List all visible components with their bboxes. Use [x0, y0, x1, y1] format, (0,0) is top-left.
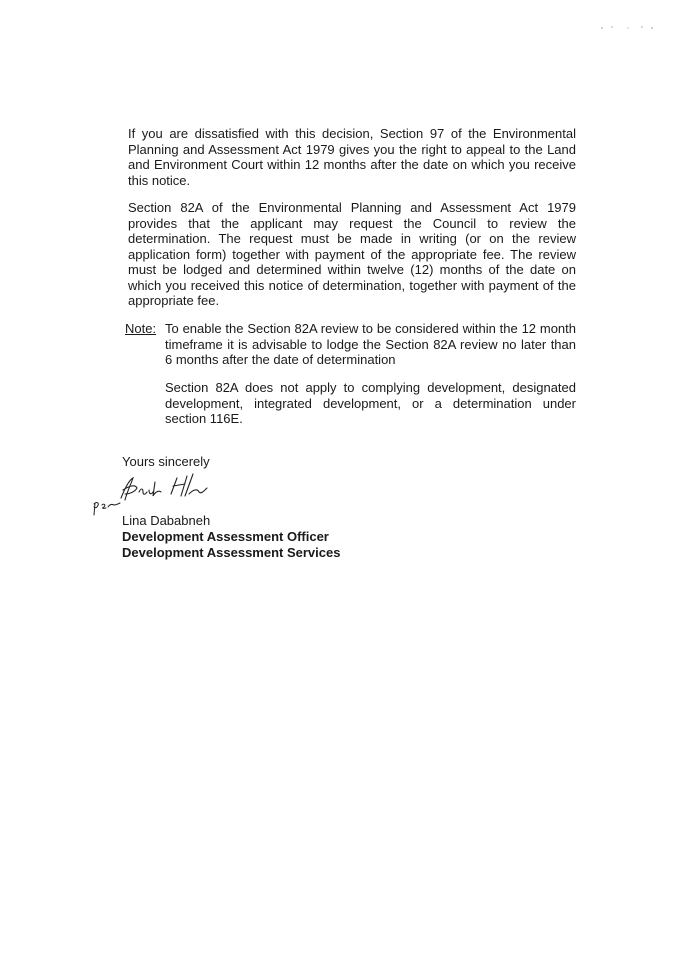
signatory-name: Lina Dababneh	[122, 513, 211, 528]
handwritten-signature	[115, 470, 215, 506]
note-label: Note:	[125, 321, 157, 336]
scan-speck-mark	[598, 22, 658, 32]
appeal-rights-paragraph: If you are dissatisfied with this decision, Section 97 of the Environmental Planning and Assessment Act 1979 gives you the right to appeal to the Land and Environment Court within 12 months after the date on which you receive this notice.	[128, 126, 576, 188]
per-handwritten-mark	[92, 497, 122, 517]
note-paragraph-timeframe: To enable the Section 82A review to be considered within the 12 month timeframe it is advisable to lodge the Section 82A review no later than 6 months after the date of determination	[165, 321, 576, 367]
closing-salutation: Yours sincerely	[122, 454, 210, 469]
signatory-department: Development Assessment Services	[122, 545, 341, 560]
review-request-paragraph: Section 82A of the Environmental Planning and Assessment Act 1979 provides that the applicant may request the Council to review the determination. The request must be made in writing (or on the review application form) together with payment of the appropriate fee. The review must be lodged and determined within twelve (12) months of the date on which you received this notice of determination, together with payment of the appropriate fee.	[128, 200, 576, 308]
signatory-title: Development Assessment Officer	[122, 529, 329, 544]
note-paragraph-exclusions: Section 82A does not apply to complying development, designated development, integrated development, or a determination under section 116E.	[165, 380, 576, 426]
